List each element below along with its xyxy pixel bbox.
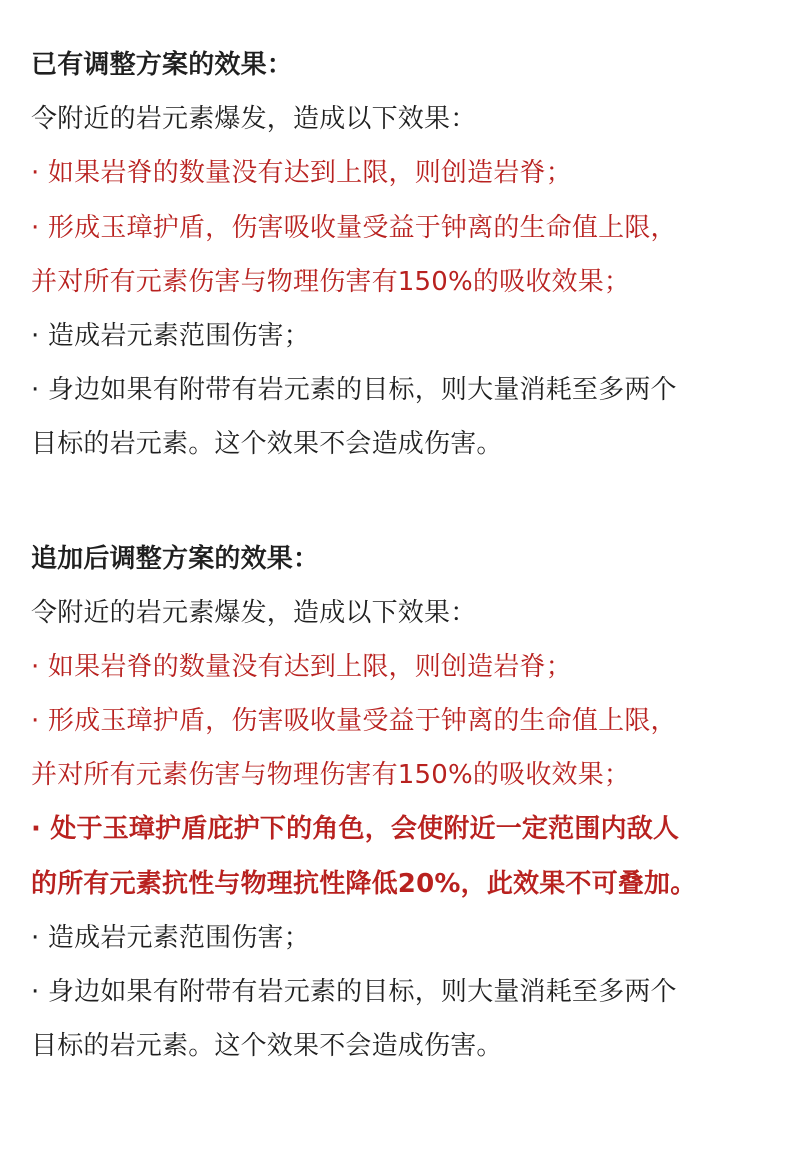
effect-line-aoe-damage: · 造成岩元素范围伤害； <box>31 922 310 953</box>
effect-line-consume-cont: 目标的岩元素。这个效果不会造成伤害。 <box>31 429 503 460</box>
section-heading: 追加后调整方案的效果： <box>31 543 320 574</box>
appended-adjustment-section <box>31 532 800 1074</box>
effect-line-shield-cont: 并对所有元素伤害与物理伤害有150%的吸收效果； <box>31 266 631 297</box>
effect-line-consume: · 身边如果有附带有岩元素的目标，则大量消耗至多两个 <box>31 375 677 406</box>
existing-adjustment-section <box>31 38 800 472</box>
effect-intro: 令附近的岩元素爆发，造成以下效果： <box>31 104 477 135</box>
effect-line-shield-cont: 并对所有元素伤害与物理伤害有150%的吸收效果； <box>31 760 631 791</box>
effect-line-res-shred: · 处于玉璋护盾庇护下的角色，会使附近一定范围内敌人 <box>31 814 680 845</box>
effect-intro: 令附近的岩元素爆发，造成以下效果： <box>31 597 477 628</box>
effect-line-consume-cont: 目标的岩元素。这个效果不会造成伤害。 <box>31 1031 503 1062</box>
effect-line-consume: · 身边如果有附带有岩元素的目标，则大量消耗至多两个 <box>31 977 677 1007</box>
effect-line-pillar: · 如果岩脊的数量没有达到上限，则创造岩脊； <box>31 651 572 682</box>
section-heading: 已有调整方案的效果： <box>31 50 294 80</box>
effect-line-aoe-damage: · 造成岩元素范围伤害； <box>31 320 310 351</box>
effect-line-shield: · 形成玉璋护盾，伤害吸收量受益于钟离的生命值上限， <box>31 706 677 737</box>
effect-line-res-shred-cont: 的所有元素抗性与物理抗性降低20%，此效果不可叠加。 <box>31 868 697 899</box>
effect-line-shield: · 形成玉璋护盾，伤害吸收量受益于钟离的生命值上限， <box>31 212 677 243</box>
effect-line-pillar: · 如果岩脊的数量没有达到上限，则创造岩脊； <box>31 158 572 189</box>
